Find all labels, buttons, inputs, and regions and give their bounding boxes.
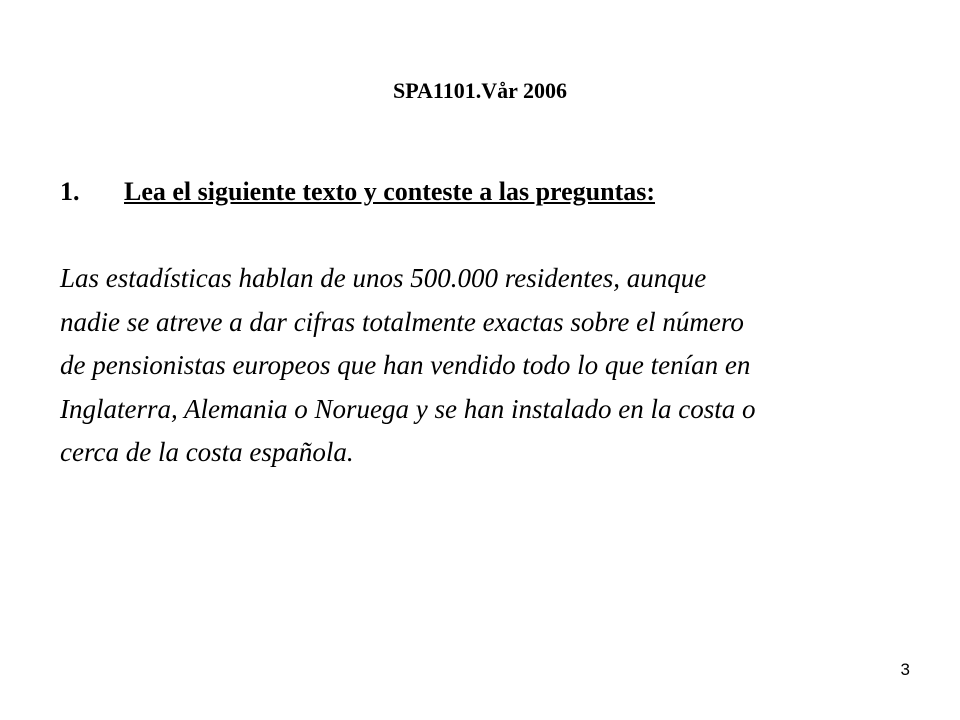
passage-line: Las estadísticas hablan de unos 500.000 residentes, aunque [60,263,707,293]
question-heading [60,174,920,210]
passage-line: cerca de la costa española. [60,437,354,467]
question-number: 1. [60,177,80,206]
passage-line: de pensionistas europeos que han vendido todo lo que tenían en [60,350,751,380]
page-number: 3 [900,660,910,679]
reading-passage [60,257,920,475]
course-header: SPA1101.Vår 2006 [393,78,567,103]
passage-line: nadie se atreve a dar cifras totalmente exactas sobre el número [60,306,744,337]
passage-line: Inglaterra, Alemania o Noruega y se han instalado en la costa o [60,393,756,424]
question-instruction: Lea el siguiente texto y conteste a las preguntas: [124,177,656,206]
